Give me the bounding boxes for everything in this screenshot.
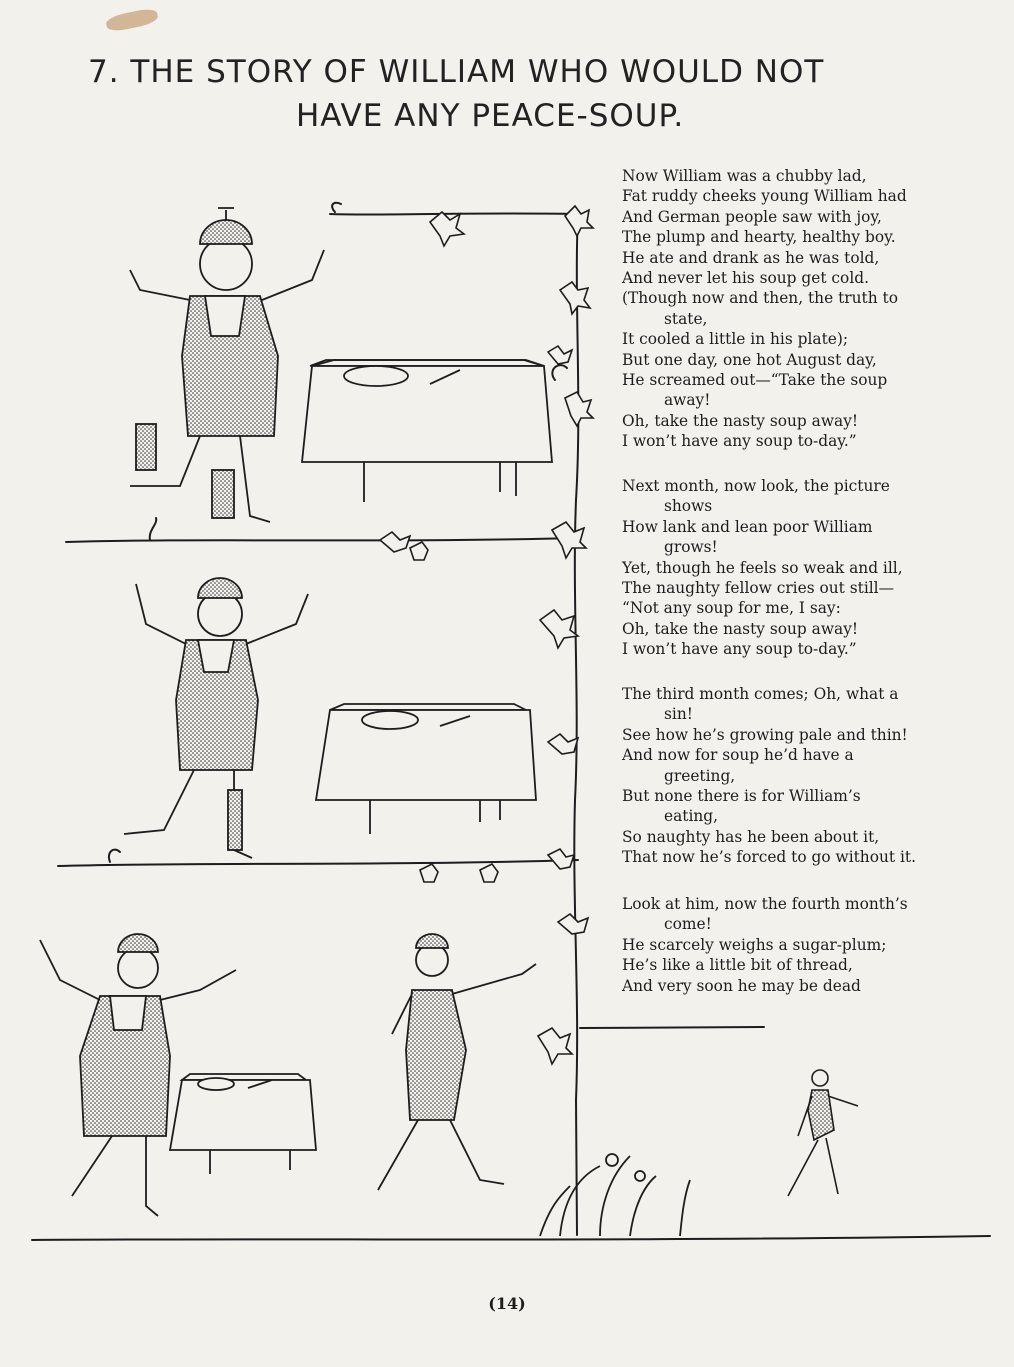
vine-leaves xyxy=(380,206,593,1064)
stanza-3 xyxy=(622,684,958,868)
verse-line: And very soon he may be dead xyxy=(622,976,861,995)
stanza-2 xyxy=(622,476,958,660)
verse-line: Oh, take the nasty soup away! xyxy=(622,411,859,430)
verse-line: come! xyxy=(664,915,712,934)
verse-line: And now for soup he’d have a xyxy=(622,746,854,765)
verse-line: And German people saw with joy, xyxy=(622,207,882,226)
verse-line: Now William was a chubby lad, xyxy=(622,167,867,185)
verse-line: Fat ruddy cheeks young William had xyxy=(622,187,907,206)
story-title-line-2: HAVE ANY PEACE-SOUP. xyxy=(296,98,685,134)
verse-line: The plump and hearty, healthy boy. xyxy=(622,228,896,247)
panel-2-table xyxy=(316,704,536,834)
plant-bush xyxy=(540,1154,690,1236)
verse-line: greeting, xyxy=(664,766,736,785)
verse-line: grows! xyxy=(664,538,718,557)
story-title-line-1: 7. THE STORY OF WILLIAM WHO WOULD NOT xyxy=(88,54,825,90)
verse-line: away! xyxy=(664,391,711,410)
stanza-1 xyxy=(622,166,958,452)
verse-line: How lank and lean poor William xyxy=(622,517,873,536)
verse-line: Yet, though he feels so weak and ill, xyxy=(622,558,903,577)
verse-line: It cooled a little in his plate); xyxy=(622,330,849,349)
verse-line: eating, xyxy=(664,807,719,826)
verse-line: sin! xyxy=(664,705,693,724)
verse-line: He screamed out—“Take the soup xyxy=(622,371,888,390)
verse-line: But one day, one hot August day, xyxy=(622,350,877,369)
verse-line: I won’t have any soup to-day.” xyxy=(622,432,857,451)
stanza-4 xyxy=(622,894,958,996)
verse-line: He ate and drank as he was told, xyxy=(622,248,880,267)
verse-line: The naughty fellow cries out still— xyxy=(622,579,894,598)
verse-line: See how he’s growing pale and thin! xyxy=(622,725,908,744)
verse-line: He scarcely weighs a sugar-plum; xyxy=(622,935,887,954)
verse-line: So naughty has he been about it, xyxy=(622,827,880,846)
verse-line: (Though now and then, the truth to xyxy=(622,289,898,308)
verse-line: But none there is for William’s xyxy=(622,787,861,806)
panel-4-william-tiny xyxy=(788,1070,858,1196)
panel-1-table xyxy=(302,360,552,502)
panel-3-william-thin xyxy=(378,934,536,1190)
verse-line: Oh, take the nasty soup away! xyxy=(622,619,859,638)
verse-line: I won’t have any soup to-day.” xyxy=(622,640,857,659)
page-number: (14) xyxy=(488,1294,526,1313)
verse-line: shows xyxy=(664,497,713,516)
verse-line: That now he’s forced to go without it. xyxy=(622,848,916,867)
verse-line: And never let his soup get cold. xyxy=(622,269,869,288)
panel-1-william-chubby xyxy=(130,208,324,522)
verse-line: He’s like a little bit of thread, xyxy=(622,956,853,975)
verse-line: “Not any soup for me, I say: xyxy=(622,599,841,618)
panel-2-william-lank xyxy=(124,578,308,858)
verse-line: The third month comes; Oh, what a xyxy=(622,685,899,703)
verse-line: state, xyxy=(664,309,708,328)
verse-line: Next month, now look, the picture xyxy=(622,477,890,495)
panel-3-table xyxy=(170,1074,316,1174)
verse-line: Look at him, now the fourth month’s xyxy=(622,895,908,913)
